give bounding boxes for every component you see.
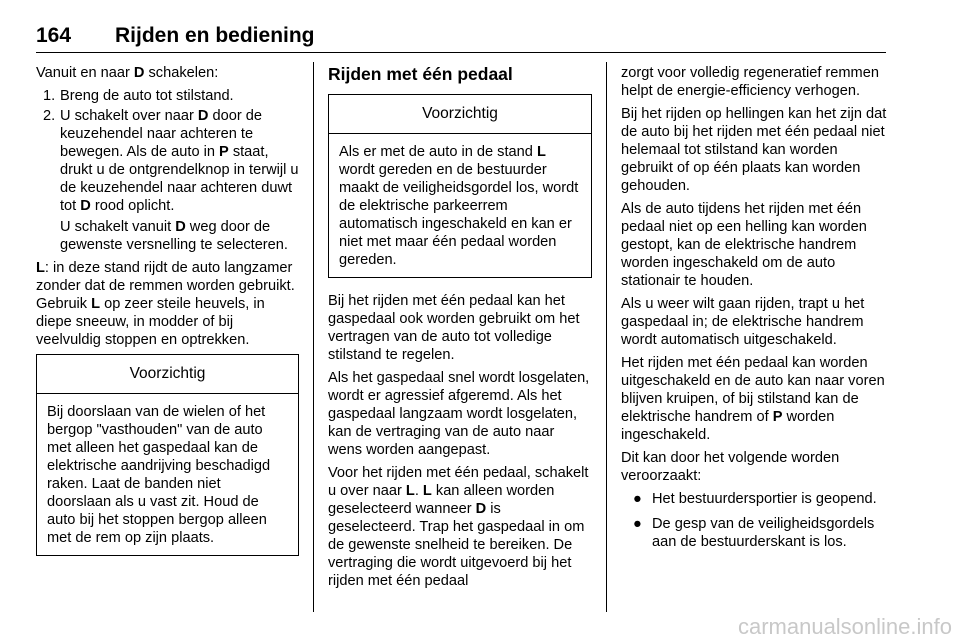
bullet-icon: ● (633, 516, 642, 532)
paragraph: Dit kan door het volgende worden veroorzaakt: (621, 450, 840, 484)
list-item: 1. Breng de auto tot stilstand. (43, 88, 234, 104)
caution-title: Voorzichtig (329, 95, 591, 134)
paragraph: Bij het rijden op hellingen kan het zijn dat de auto bij het rijden met één pedaal niet helemaal tot stilstand kan worden gebruikt of op één plaats kan worden gehouden. (621, 106, 887, 194)
l-position-text: L: in deze stand rijdt de auto langzamer zonder dat de remmen worden gebruikt. Gebruik L op zeer steile heuvels, in diepe sneeuw, in modder of bij veelvuldig stoppen en optrekken. (36, 260, 295, 348)
paragraph: Voor het rijden met één pedaal, schakelt u over naar L. L kan alleen worden geselecteerd wanneer D is geselecteerd. Trap het gaspedaal in om de gewenste snelheid te bereiken. De vertraging die wordt uitgevoerd bij het rijden met één pedaal (328, 465, 589, 589)
watermark: carmanualsonline.info (737, 614, 952, 639)
steps-list (36, 87, 299, 215)
caution-text: Als er met de auto in de stand L wordt gereden en de bestuurder maakt de veiligheidsgordel los, wordt de elektrische parkeerrem automatisch ingeschakeld en kan er niet met maar één pedaal worden gereden. (339, 144, 579, 268)
column-1 (36, 64, 299, 570)
paragraph: Het rijden met één pedaal kan worden uitgeschakeld en de auto kan naar voren blijven kruipen, of bij stilstand kan de elektrische handrem of P worden ingeschakeld. (621, 355, 885, 443)
paragraph: Als u weer wilt gaan rijden, trapt u het gaspedaal in; de elektrische handrem wordt automatisch uitgeschakeld. (621, 296, 865, 348)
paragraph: Bij het rijden met één pedaal kan het gaspedaal ook worden gebruikt om het vertragen van de auto tot volledige stilstand te regelen. (328, 293, 580, 363)
paragraph: Als het gaspedaal snel wordt losgelaten, wordt er agressief afgeremd. Als het gaspedaal langzaam wordt losgelaten, kan de vertraging van de auto naar wens worden aangepast. (328, 370, 590, 458)
caution-title: Voorzichtig (37, 355, 298, 394)
page-number: 164 (36, 24, 72, 47)
bullet-list (621, 490, 887, 551)
paragraph: Als de auto tijdens het rijden met één pedaal niet op een helling kan worden gestopt, kan de elektrische handrem worden ingeschakeld om de auto stationair te houden. (621, 201, 867, 289)
paragraph: zorgt voor volledig regeneratief remmen helpt de energie-efficiency verhogen. (621, 65, 879, 99)
bullet-icon: ● (633, 491, 642, 507)
intro-text: Vanuit en naar D schakelen: (36, 65, 219, 81)
column-divider-1 (313, 62, 314, 612)
caution-box (36, 354, 299, 556)
column-divider-2 (606, 62, 607, 612)
page-title: Rijden en bediening (115, 24, 315, 47)
caution-box (328, 94, 592, 278)
caution-text: Bij doorslaan van de wielen of het bergop "vasthouden" van de auto met alleen het gaspedaal kan de elektrische aandrijving beschadigd raken. Laat de banden niet doorslaan als u vast zit. Houd de auto bij het stoppen bergop alleen met de rem op zijn plaats. (47, 404, 271, 546)
list-item: ● De gesp van de veiligheidsgordels aan de bestuurderskant is los. (633, 516, 875, 550)
list-item: ● Het bestuurdersportier is geopend. (633, 491, 877, 507)
section-title: Rijden met één pedaal (328, 64, 513, 84)
column-2 (328, 64, 592, 595)
step-continuation: U schakelt vanuit D weg door de gewenste versnelling te selecteren. (60, 219, 288, 253)
column-3 (621, 64, 887, 558)
page-header (36, 22, 886, 53)
list-item: 2. U schakelt over naar D door de keuzehendel naar achteren te bewegen. Als de auto in P staat, drukt u de ontgrendelknop in terwijl u de keuzehendel naar achteren duwt tot D rood oplicht. (43, 108, 299, 214)
